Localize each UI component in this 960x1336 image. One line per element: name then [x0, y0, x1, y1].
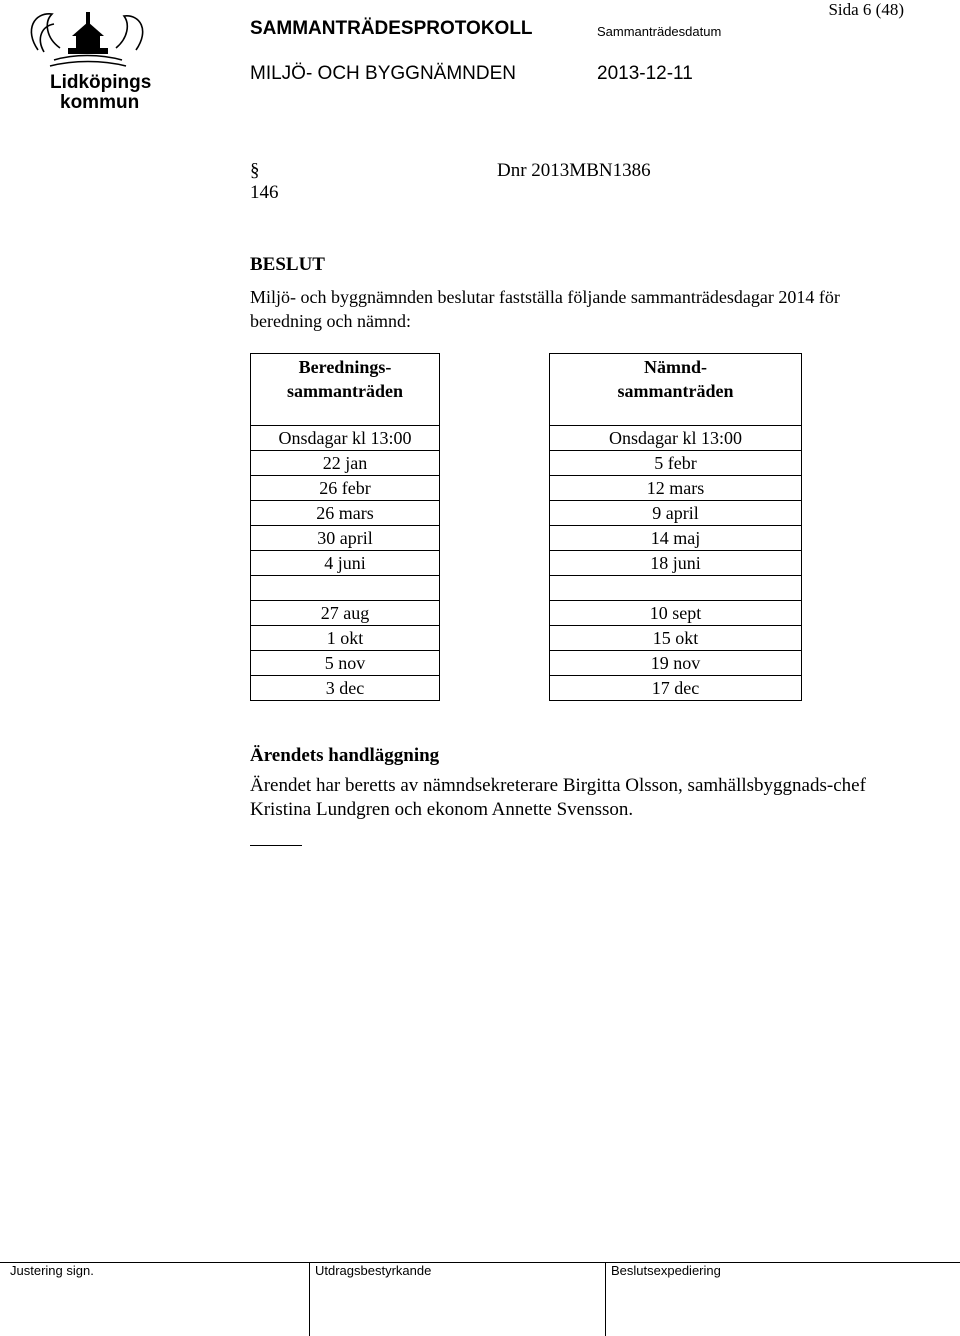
document-title: SAMMANTRÄDESPROTOKOLL [250, 18, 533, 39]
decision-dispatch-label: Beslutsexpediering [611, 1263, 721, 1278]
beredning-row: Onsdagar kl 13:00 [251, 426, 440, 451]
beredning-row: 22 jan [251, 451, 440, 476]
namnd-row: 19 nov [550, 651, 802, 676]
namnd-row: Onsdagar kl 13:00 [550, 426, 802, 451]
namnd-header-line2: sammanträden [617, 381, 734, 401]
beredning-row: 30 april [251, 526, 440, 551]
beredning-schedule-table [250, 353, 440, 701]
namnd-row: 5 febr [550, 451, 802, 476]
namnd-row: 15 okt [550, 626, 802, 651]
beredning-row: 27 aug [251, 601, 440, 626]
meeting-date-label: Sammanträdesdatum [597, 24, 722, 39]
beredning-header-line2: sammanträden [287, 381, 403, 401]
namnd-row: 14 maj [550, 526, 802, 551]
extract-certification-label: Utdragsbestyrkande [315, 1263, 432, 1278]
case-number: Dnr 2013MBN1386 [497, 160, 651, 181]
namnd-row: 17 dec [550, 676, 802, 701]
beredning-row: 26 mars [251, 501, 440, 526]
beredning-row: 26 febr [251, 476, 440, 501]
section-number-value: 146 [250, 182, 279, 203]
beredning-row: 1 okt [251, 626, 440, 651]
beredning-header [251, 354, 440, 426]
end-divider [250, 845, 302, 846]
footer-divider [0, 1262, 960, 1263]
namnd-header-line1: Nämnd- [643, 357, 707, 377]
beredning-header-line1: Berednings- [298, 357, 392, 377]
beredning-row: 4 juni [251, 551, 440, 576]
namnd-row [550, 576, 802, 601]
section-symbol: § [250, 160, 260, 181]
page-number: Sida 6 (48) [828, 0, 904, 19]
committee-name: MILJÖ- OCH BYGGNÄMNDEN [250, 63, 517, 84]
namnd-header [550, 354, 802, 426]
adjustment-signature-label: Justering sign. [10, 1263, 94, 1278]
decision-heading: BESLUT [250, 254, 325, 275]
footer-column-divider [605, 1262, 606, 1336]
namnd-row: 10 sept [550, 601, 802, 626]
footer-column-divider [309, 1262, 310, 1336]
namnd-row: 12 mars [550, 476, 802, 501]
namnd-schedule-table [549, 353, 802, 701]
namnd-row: 9 april [550, 501, 802, 526]
handling-heading: Ärendets handläggning [250, 745, 440, 766]
handling-text: Ärendet har beretts av nämndsekreterare Birgitta Olsson, samhällsbyggnads-chef Kristina Lundgren och ekonom Annette Svensson. [250, 775, 866, 820]
beredning-row: 5 nov [251, 651, 440, 676]
namnd-row: 18 juni [550, 551, 802, 576]
logo-text-line1: Lidköpings [50, 72, 152, 93]
meeting-date: 2013-12-11 [597, 63, 693, 84]
beredning-row [251, 576, 440, 601]
signature-footer [0, 1262, 960, 1336]
section-number [250, 160, 279, 204]
municipality-logo [24, 8, 154, 112]
logo-text-line2: kommun [60, 92, 140, 112]
decision-text: Miljö- och byggnämnden beslutar fastställa följande sammanträdesdagar 2014 för beredning och nämnd: [250, 287, 840, 331]
beredning-row: 3 dec [251, 676, 440, 701]
